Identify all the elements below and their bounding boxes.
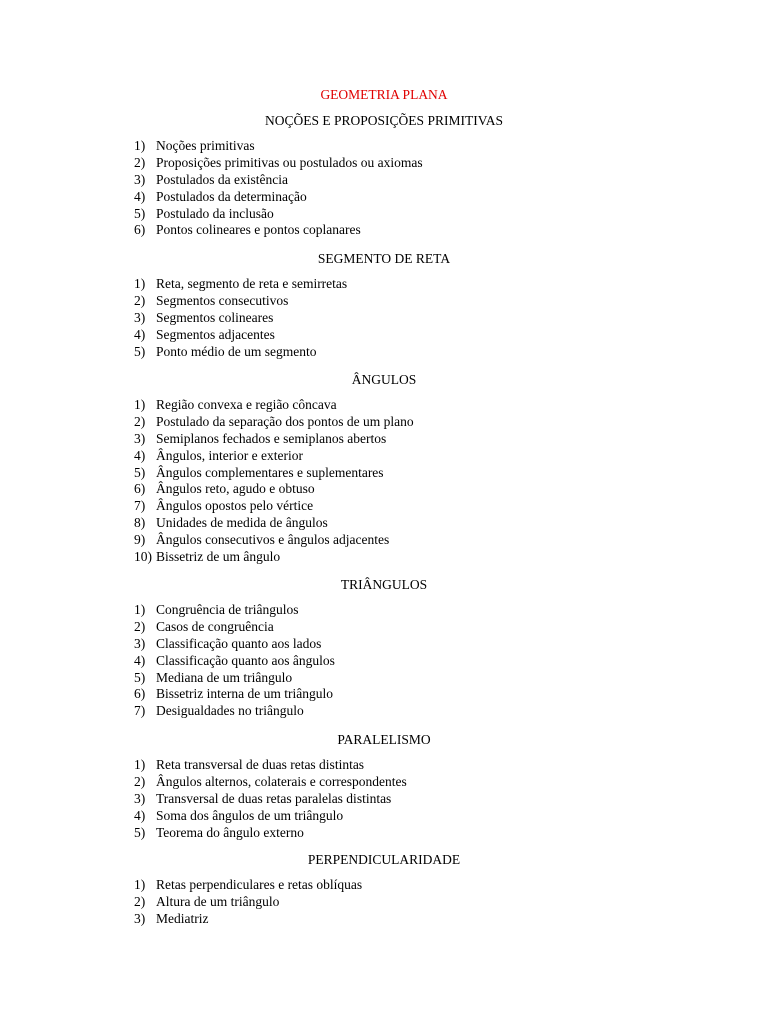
item-text: Segmentos adjacentes bbox=[156, 326, 275, 342]
list-item bbox=[134, 206, 423, 223]
item-number: 4) bbox=[134, 326, 146, 342]
list-item bbox=[134, 703, 335, 720]
item-text: Mediana de um triângulo bbox=[156, 669, 293, 685]
item-text: Pontos colineares e pontos coplanares bbox=[156, 222, 361, 238]
item-number: 4) bbox=[134, 807, 146, 823]
item-text: Unidades de medida de ângulos bbox=[156, 515, 328, 531]
section-heading: NOÇÕES E PROPOSIÇÕES PRIMITIVAS bbox=[265, 113, 503, 128]
topic-list bbox=[134, 602, 335, 720]
list-item bbox=[134, 774, 407, 791]
item-number: 8) bbox=[134, 515, 146, 531]
item-text: Ângulos, interior e exterior bbox=[156, 447, 303, 463]
list-item bbox=[134, 670, 335, 687]
item-number: 2) bbox=[134, 154, 146, 170]
item-text: Classificação quanto aos lados bbox=[156, 635, 322, 651]
list-item bbox=[134, 877, 362, 894]
section-paralelismo bbox=[0, 731, 768, 840]
item-text: Altura de um triângulo bbox=[156, 893, 280, 909]
item-text: Noções primitivas bbox=[156, 138, 255, 153]
item-text: Bissetriz de um ângulo bbox=[156, 549, 281, 565]
list-item bbox=[134, 222, 423, 239]
item-text: Segmentos colineares bbox=[156, 309, 274, 325]
item-number: 5) bbox=[134, 824, 146, 840]
list-item bbox=[134, 138, 423, 155]
item-number: 3) bbox=[134, 309, 146, 325]
list-item bbox=[134, 293, 347, 310]
item-number: 5) bbox=[134, 669, 146, 685]
item-text: Retas perpendiculares e retas oblíquas bbox=[156, 877, 363, 892]
list-item bbox=[134, 791, 407, 808]
list-item bbox=[134, 602, 335, 619]
item-text: Classificação quanto aos ângulos bbox=[156, 652, 335, 668]
list-item bbox=[134, 344, 347, 361]
topic-list bbox=[134, 138, 423, 239]
item-number: 5) bbox=[134, 205, 146, 221]
item-number: 5) bbox=[134, 343, 146, 359]
section-heading: SEGMENTO DE RETA bbox=[317, 251, 451, 266]
section-heading: TRIÂNGULOS bbox=[340, 577, 428, 592]
item-number: 7) bbox=[134, 498, 146, 514]
list-item bbox=[134, 808, 407, 825]
item-number: 3) bbox=[134, 910, 146, 926]
item-number: 1) bbox=[134, 757, 146, 772]
list-item bbox=[134, 894, 362, 911]
section-triangulos bbox=[0, 576, 768, 719]
item-number: 1) bbox=[134, 397, 146, 412]
list-item bbox=[134, 636, 335, 653]
item-number: 2) bbox=[134, 618, 146, 634]
item-number: 6) bbox=[134, 481, 146, 497]
list-item bbox=[134, 498, 414, 515]
item-text: Ângulos complementares e suplementares bbox=[156, 464, 384, 480]
item-text: Região convexa e região côncava bbox=[156, 397, 337, 412]
item-text: Ponto médio de um segmento bbox=[156, 343, 317, 359]
list-item bbox=[134, 619, 335, 636]
section-angulos bbox=[0, 371, 768, 565]
document-title: GEOMETRIA PLANA bbox=[320, 87, 448, 102]
item-number: 5) bbox=[134, 464, 146, 480]
item-text: Ângulos opostos pelo vértice bbox=[156, 498, 314, 514]
section-heading: PERPENDICULARIDADE bbox=[307, 852, 461, 867]
list-item bbox=[134, 532, 414, 549]
list-item bbox=[134, 549, 414, 566]
list-item bbox=[134, 515, 414, 532]
item-text: Postulado da inclusão bbox=[156, 205, 274, 221]
topic-list bbox=[134, 757, 407, 841]
item-text: Postulados da determinação bbox=[156, 188, 307, 204]
item-number: 4) bbox=[134, 447, 146, 463]
item-number: 3) bbox=[134, 790, 146, 806]
list-item bbox=[134, 653, 335, 670]
section-heading: ÂNGULOS bbox=[351, 372, 417, 387]
item-text: Desigualdades no triângulo bbox=[156, 703, 304, 719]
item-text: Soma dos ângulos de um triângulo bbox=[156, 807, 344, 823]
item-number: 1) bbox=[134, 138, 146, 153]
list-item bbox=[134, 448, 414, 465]
item-number: 4) bbox=[134, 188, 146, 204]
list-item bbox=[134, 431, 414, 448]
list-item bbox=[134, 465, 414, 482]
item-text: Postulados da existência bbox=[156, 171, 288, 187]
list-item bbox=[134, 757, 407, 774]
list-item bbox=[134, 414, 414, 431]
list-item bbox=[134, 825, 407, 842]
list-item bbox=[134, 310, 347, 327]
item-number: 6) bbox=[134, 686, 146, 702]
item-text: Bissetriz interna de um triângulo bbox=[156, 686, 333, 702]
item-text: Proposições primitivas ou postulados ou axiomas bbox=[156, 154, 423, 170]
section-heading: PARALELISMO bbox=[337, 732, 431, 747]
item-text: Transversal de duas retas paralelas distintas bbox=[156, 790, 392, 806]
item-text: Reta transversal de duas retas distintas bbox=[156, 757, 365, 772]
item-text: Reta, segmento de reta e semirretas bbox=[156, 276, 348, 291]
list-item bbox=[134, 911, 362, 928]
item-text: Semiplanos fechados e semiplanos abertos bbox=[156, 430, 387, 446]
item-text: Ângulos alternos, colaterais e correspondentes bbox=[156, 773, 407, 789]
list-item bbox=[134, 276, 347, 293]
section-perpendicularidade bbox=[0, 851, 768, 926]
item-number: 4) bbox=[134, 652, 146, 668]
item-text: Ângulos reto, agudo e obtuso bbox=[156, 481, 315, 497]
item-text: Segmentos consecutivos bbox=[156, 292, 289, 308]
item-number: 6) bbox=[134, 222, 146, 238]
item-number: 1) bbox=[134, 602, 146, 617]
item-number: 3) bbox=[134, 635, 146, 651]
list-item bbox=[134, 172, 423, 189]
item-text: Teorema do ângulo externo bbox=[156, 824, 304, 840]
item-number: 2) bbox=[134, 413, 146, 429]
list-item bbox=[134, 189, 423, 206]
item-text: Casos de congruência bbox=[156, 618, 274, 634]
list-item bbox=[134, 397, 414, 414]
item-number: 3) bbox=[134, 171, 146, 187]
item-text: Postulado da separação dos pontos de um plano bbox=[156, 413, 414, 429]
item-text: Congruência de triângulos bbox=[156, 602, 299, 617]
item-number: 1) bbox=[134, 276, 146, 291]
item-number: 1) bbox=[134, 877, 146, 892]
item-number: 3) bbox=[134, 430, 146, 446]
topic-list bbox=[134, 397, 414, 566]
list-item bbox=[134, 686, 335, 703]
item-text: Mediatriz bbox=[156, 910, 209, 926]
topic-list bbox=[134, 276, 347, 360]
item-number: 10) bbox=[134, 549, 152, 565]
item-number: 2) bbox=[134, 773, 146, 789]
topic-list bbox=[134, 877, 362, 928]
list-item bbox=[134, 327, 347, 344]
item-number: 9) bbox=[134, 532, 146, 548]
item-text: Ângulos consecutivos e ângulos adjacentes bbox=[156, 532, 390, 548]
item-number: 7) bbox=[134, 703, 146, 719]
item-number: 2) bbox=[134, 893, 146, 909]
section-segmento-de-reta bbox=[0, 250, 768, 359]
list-item bbox=[134, 155, 423, 172]
list-item bbox=[134, 481, 414, 498]
section-nocoes bbox=[0, 112, 768, 238]
item-number: 2) bbox=[134, 292, 146, 308]
